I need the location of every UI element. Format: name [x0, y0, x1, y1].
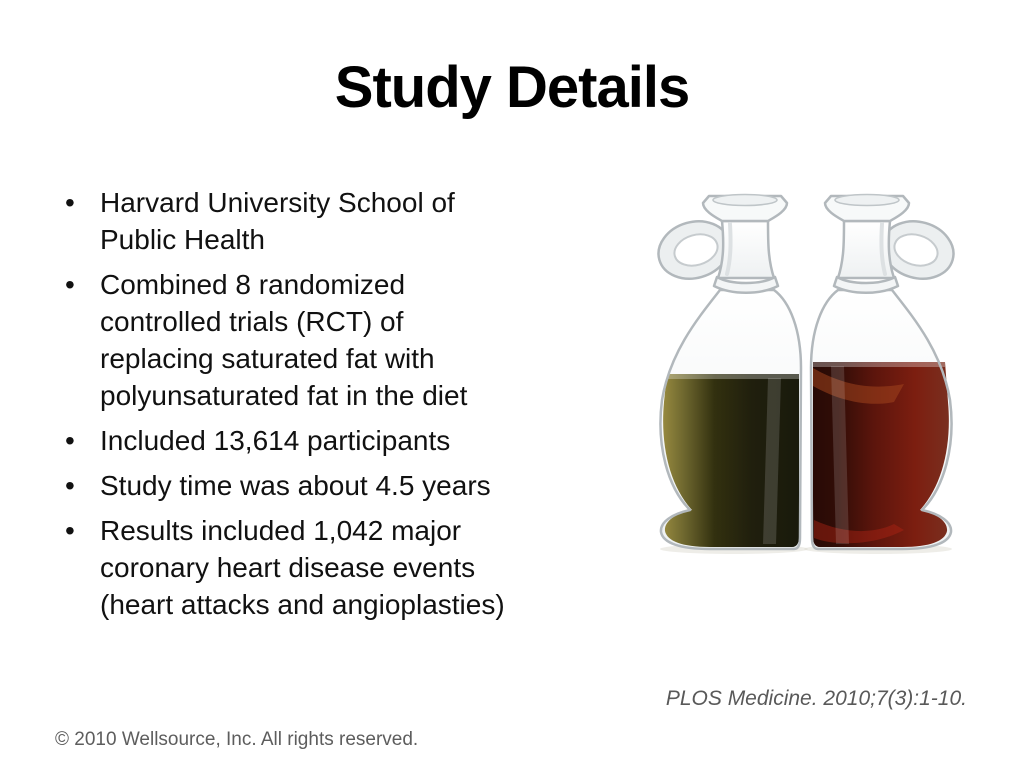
bullet-line: • Harvard University School of: [100, 187, 455, 218]
list-item: [55, 184, 630, 258]
bullet-line: polyunsaturated fat in the diet: [100, 380, 468, 411]
bullet-line: (heart attacks and angioplasties): [100, 589, 505, 620]
bullet-line: Public Health: [100, 224, 265, 255]
bullet-line: • Study time was about 4.5 years: [100, 470, 491, 501]
list-item: [55, 422, 630, 459]
bottle-neck-ring: [714, 277, 778, 293]
vinegar-bottle: [811, 195, 960, 550]
bullet-line: • Combined 8 randomized: [100, 269, 406, 300]
bullet-line: coronary heart disease events: [100, 552, 476, 583]
citation: PLOS Medicine. 2010;7(3):1-10.: [665, 687, 967, 710]
bullet-line: controlled trials (RCT) of: [100, 306, 404, 337]
copyright-footer: © 2010 Wellsource, Inc. All rights reserved.: [55, 729, 419, 750]
bullet-line: replacing saturated fat with: [100, 343, 435, 374]
bullet-line: • Results included 1,042 major: [100, 515, 462, 546]
bullet-line: • Included 13,614 participants: [100, 425, 451, 456]
list-item: [55, 512, 630, 623]
bottle-opening: [835, 195, 899, 206]
list-item: [55, 266, 630, 414]
list-item: [55, 467, 630, 504]
page-title: Study Details: [334, 55, 690, 120]
oil-bottle: [652, 195, 801, 550]
bottle-neck-ring: [834, 277, 898, 293]
bottle-opening: [713, 195, 777, 206]
bullet-list: [55, 184, 630, 631]
oil-and-vinegar-bottles-image: [648, 190, 964, 556]
